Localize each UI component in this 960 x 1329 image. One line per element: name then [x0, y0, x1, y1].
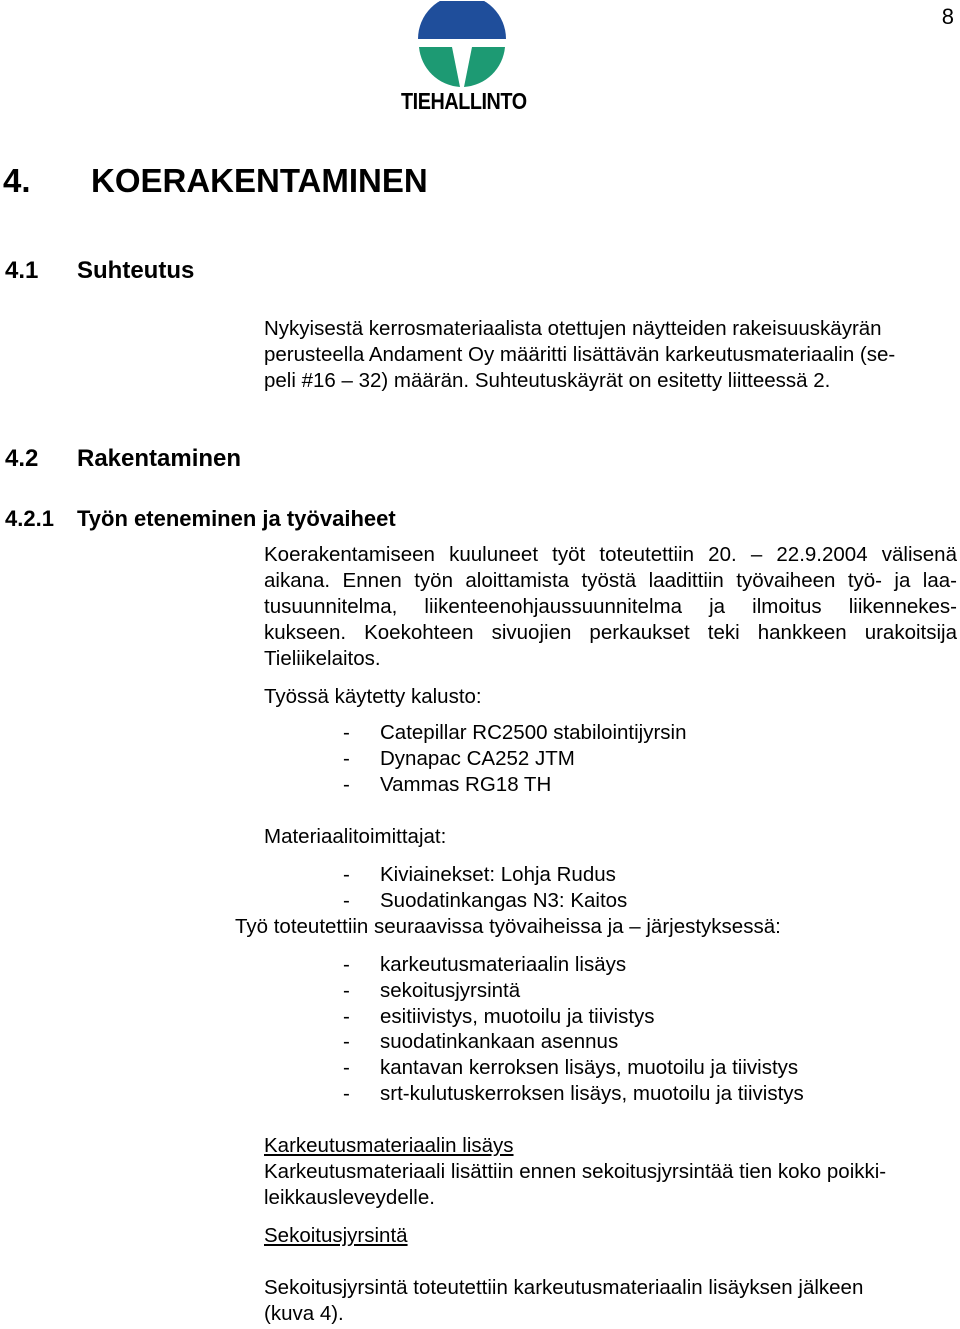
phases-list	[0, 953, 960, 1113]
suppliers-list	[0, 863, 960, 915]
paragraph-line: Karkeutusmateriaali lisättiin ennen sekoitusjyrsintää tien koko poikki-	[264, 1160, 887, 1183]
paragraph-line: Koerakentamiseen kuuluneet työt toteutettiin 20. – 22.9.2004 välisenä	[264, 543, 957, 566]
paragraph-line: Sekoitusjyrsintä toteutettiin karkeutusmateriaalin lisäyksen jälkeen	[264, 1276, 864, 1299]
section-4-2-title: Rakentaminen	[77, 445, 242, 472]
chapter-number: 4.	[3, 162, 31, 199]
section-4-2-1-paragraph	[264, 542, 957, 672]
logo-left-segment	[419, 47, 460, 87]
paragraph-line: Tieliikelaitos.	[264, 647, 381, 670]
milling-paragraph	[264, 1275, 954, 1327]
bullet-dash: -	[343, 979, 350, 1002]
bullet-dash: -	[343, 1005, 350, 1028]
paragraph-line: (kuva 4).	[264, 1302, 344, 1325]
list-item-text: esitiivistys, muotoilu ja tiivistys	[380, 1005, 655, 1028]
bullet-dash: -	[343, 953, 350, 976]
section-4-2-1-title: Työn eteneminen ja työvaiheet	[77, 506, 396, 531]
bullet-dash: -	[343, 1030, 350, 1053]
list-item-text: Vammas RG18 TH	[380, 773, 552, 796]
bullet-dash: -	[343, 1056, 350, 1079]
list-item-text: kantavan kerroksen lisäys, muotoilu ja tiivistys	[380, 1056, 799, 1079]
bullet-dash: -	[343, 889, 350, 912]
page-number: 8	[941, 4, 954, 29]
list-item-text: Dynapac CA252 JTM	[380, 747, 575, 770]
list-item-text: Catepillar RC2500 stabilointijyrsin	[380, 721, 687, 744]
bullet-dash: -	[343, 1082, 350, 1105]
paragraph-line: tusuunnitelma, liikenteenohjaussuunnitelma ja ilmoitus liikennekes-	[264, 595, 957, 618]
paragraph-line: leikkausleveydelle.	[264, 1186, 435, 1209]
list-item-text: Suodatinkangas N3: Kaitos	[380, 889, 628, 912]
equipment-label: Työssä käytetty kalusto:	[264, 685, 482, 708]
equipment-list	[0, 721, 960, 801]
section-4-1-title: Suhteutus	[77, 257, 195, 284]
section-4-1-number: 4.1	[5, 257, 39, 284]
paragraph-line: kukseen. Koekohteen sivuojien perkaukset teki hankkeen urakoitsija	[264, 621, 957, 644]
tiehallinto-emblem-icon	[416, 1, 508, 89]
bullet-dash: -	[343, 747, 350, 770]
list-item-text: suodatinkankaan asennus	[380, 1030, 619, 1053]
bullet-dash: -	[343, 721, 350, 744]
list-item-text: sekoitusjyrsintä	[380, 979, 521, 1002]
suppliers-label: Materiaalitoimittajat:	[264, 825, 447, 848]
list-item-text: karkeutusmateriaalin lisäys	[380, 953, 627, 976]
coarse-heading: Karkeutusmateriaalin lisäys	[264, 1134, 514, 1157]
paragraph-line: peli #16 – 32) määrän. Suhteutuskäyrät on esitetty liitteessä 2.	[264, 369, 831, 392]
tiehallinto-logo	[398, 0, 528, 118]
chapter-title: KOERAKENTAMINEN	[91, 162, 428, 199]
bullet-dash: -	[343, 773, 350, 796]
milling-heading: Sekoitusjyrsintä	[264, 1224, 408, 1247]
logo-text: TIEHALLINTO	[401, 88, 527, 114]
section-4-2-number: 4.2	[5, 445, 39, 472]
section-4-1-paragraph	[264, 316, 954, 394]
logo-top-segment	[418, 1, 506, 39]
list-item-text: Kiviainekset: Lohja Rudus	[380, 863, 616, 886]
section-4-2-1-number: 4.2.1	[5, 506, 54, 531]
paragraph-line: perusteella Andament Oy määritti lisättävän karkeutusmateriaalin (se-	[264, 343, 896, 366]
coarse-paragraph	[264, 1159, 954, 1211]
logo-right-segment	[464, 47, 505, 87]
bullet-dash: -	[343, 863, 350, 886]
phases-intro: Työ toteutettiin seuraavissa työvaiheissa ja – järjestyksessä:	[235, 915, 781, 938]
paragraph-line: aikana. Ennen työn aloittamista työstä laadittiin työvaiheen työ- ja laa-	[264, 569, 957, 592]
list-item-text: srt-kulutuskerroksen lisäys, muotoilu ja tiivistys	[380, 1082, 804, 1105]
paragraph-line: Nykyisestä kerrosmateriaalista otettujen näytteiden rakeisuuskäyrän	[264, 317, 882, 340]
